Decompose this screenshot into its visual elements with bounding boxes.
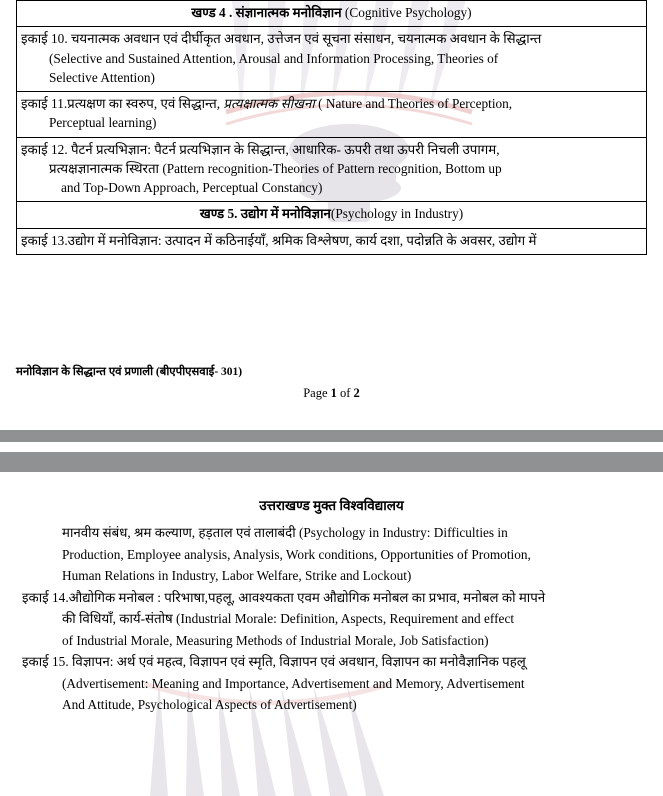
- table-row-unit-11: [17, 92, 647, 138]
- unit-11-line-2: Perceptual learning): [49, 115, 157, 131]
- unit-12-line-1: [21, 140, 642, 159]
- unit-10-line-1: [21, 29, 642, 48]
- page-number-prefix: Page: [303, 386, 331, 400]
- page-separator-bottom: [0, 452, 663, 472]
- syllabus-table: [16, 0, 647, 255]
- section-4-header-en: (Cognitive Psychology): [344, 5, 472, 20]
- unit-11-line-1: [21, 94, 642, 113]
- continuation-line-2: Production, Employee analysis, Analysis, Work conditions, Opportunities of Promotion,: [62, 546, 531, 562]
- unit-13-label: इकाई 13.: [21, 232, 68, 248]
- unit-12-line-3: and Top-Down Approach, Perceptual Constancy): [61, 180, 323, 196]
- unit-15-label: इकाई 15.: [22, 654, 72, 670]
- page-one-footer: मनोविज्ञान के सिद्धान्त एवं प्रणाली (बीएपीएसवाई- 301): [16, 366, 243, 378]
- unit-14-label: इकाई 14.: [22, 589, 69, 605]
- section-5-header-hi: खण्ड 5. उद्योग में मनोविज्ञान: [199, 206, 331, 222]
- page-separator-top: [0, 430, 663, 442]
- syllabus-page-two: [0, 472, 663, 796]
- unit-11-cell: [17, 92, 647, 138]
- page-number-total: 2: [353, 386, 360, 400]
- table-row-unit-13: [17, 228, 647, 254]
- table-row-section-header: [17, 1, 647, 27]
- unit-10-line-2: (Selective and Sustained Attention, Arousal and Information Processing, Theories of: [49, 50, 499, 66]
- table-row-unit-12: [17, 137, 647, 202]
- unit-12-text-1: पैटर्न प्रत्यभिज्ञान: पैटर्न प्रत्यभिज्ञान के सिद्धान्त, आधारिक- ऊपरी तथा ऊपरी निचली उपागम,: [70, 141, 500, 157]
- unit-13-cell: [17, 228, 647, 254]
- page-separator-gap: [0, 442, 663, 452]
- unit-11-text-italic: प्रत्यक्षात्मक सीखना: [223, 96, 315, 112]
- unit-13-text-1: उद्योग में मनोविज्ञान: उत्पादन में कठिनाईयाँ, श्रमिक विश्लेषण, कार्य दशा, पदोन्नति के अवसर, उद्योग में: [67, 232, 537, 248]
- unit-12-line-2: प्रत्यक्षज्ञानात्मक स्थिरता (Pattern recognition-Theories of Pattern recognition, Bottom up: [49, 160, 502, 176]
- unit-10-line-3: Selective Attention): [49, 69, 155, 85]
- page-two-body: [22, 522, 642, 716]
- section-5-header-en: (Psychology in Industry): [330, 206, 464, 222]
- unit-11-text-tail: ( Nature and Theories of Perception,: [314, 96, 513, 112]
- unit-15-line-1: [22, 651, 642, 673]
- unit-14-text-1: औद्योगिक मनोबल : परिभाषा,पहलू, आवश्यकता एवम औद्योगिक मनोबल का प्रभाव, मनोबल को मापने: [68, 589, 546, 605]
- unit-14-line-3: of Industrial Morale, Measuring Methods of Industrial Morale, Job Satisfaction): [62, 632, 489, 648]
- unit-14-line-1: [22, 587, 642, 609]
- unit-10-cell: [17, 27, 647, 92]
- section-5-header: [17, 202, 647, 228]
- unit-14-paragraph: [22, 587, 642, 652]
- continuation-line-3: Human Relations in Industry, Labor Welfare, Strike and Lockout): [62, 568, 412, 584]
- page-number-current: 1: [330, 386, 337, 400]
- unit-15-line-2: (Advertisement: Meaning and Importance, Advertisement and Memory, Advertisement: [62, 675, 525, 691]
- page-number-of: of: [336, 386, 354, 400]
- unit-11-text-1: प्रत्यक्षण का स्वरुप, एवं सिद्धान्त,: [67, 96, 224, 112]
- unit-10-text-1: चयनात्मक अवधान एवं दीर्घीकृत अवधान, उत्तेजन एवं सूचना संसाधन, चयनात्मक अवधान के सिद्धान्त: [70, 31, 542, 47]
- section-4-header-hi: खण्ड 4 . संज्ञानात्मक मनोविज्ञान: [191, 5, 345, 20]
- page-number: [0, 386, 663, 401]
- unit-12-label: इकाई 12.: [21, 141, 71, 157]
- unit-11-label: इकाई 11.: [21, 96, 68, 112]
- university-title: उत्तराखण्ड मुक्त विश्वविद्यालय: [259, 498, 404, 513]
- table-row-unit-10: [17, 27, 647, 92]
- section-4-header: [17, 1, 647, 27]
- unit-13-line-1: [21, 231, 642, 250]
- continuation-paragraph: [22, 522, 642, 587]
- table-row-section-header-5: [17, 202, 647, 228]
- unit-12-cell: [17, 137, 647, 202]
- unit-15-paragraph: [22, 651, 642, 716]
- continuation-line-1: मानवीय संबंध, श्रम कल्याण, हड़ताल एवं तालाबंदी (Psychology in Industry: Difficulties in: [62, 525, 508, 540]
- unit-15-text-1: विज्ञापन: अर्थ एवं महत्व, विज्ञापन एवं स्मृति, विज्ञापन एवं अवधान, विज्ञापन का मनोवैज्ञानिक पहलू: [71, 654, 526, 670]
- unit-15-line-3: And Attitude, Psychological Aspects of Advertisement): [62, 697, 357, 713]
- unit-14-line-2: की विधियाँ, कार्य-संतोष (Industrial Morale: Definition, Aspects, Requirement and effect: [62, 611, 515, 627]
- unit-10-label: इकाई 10.: [21, 31, 71, 47]
